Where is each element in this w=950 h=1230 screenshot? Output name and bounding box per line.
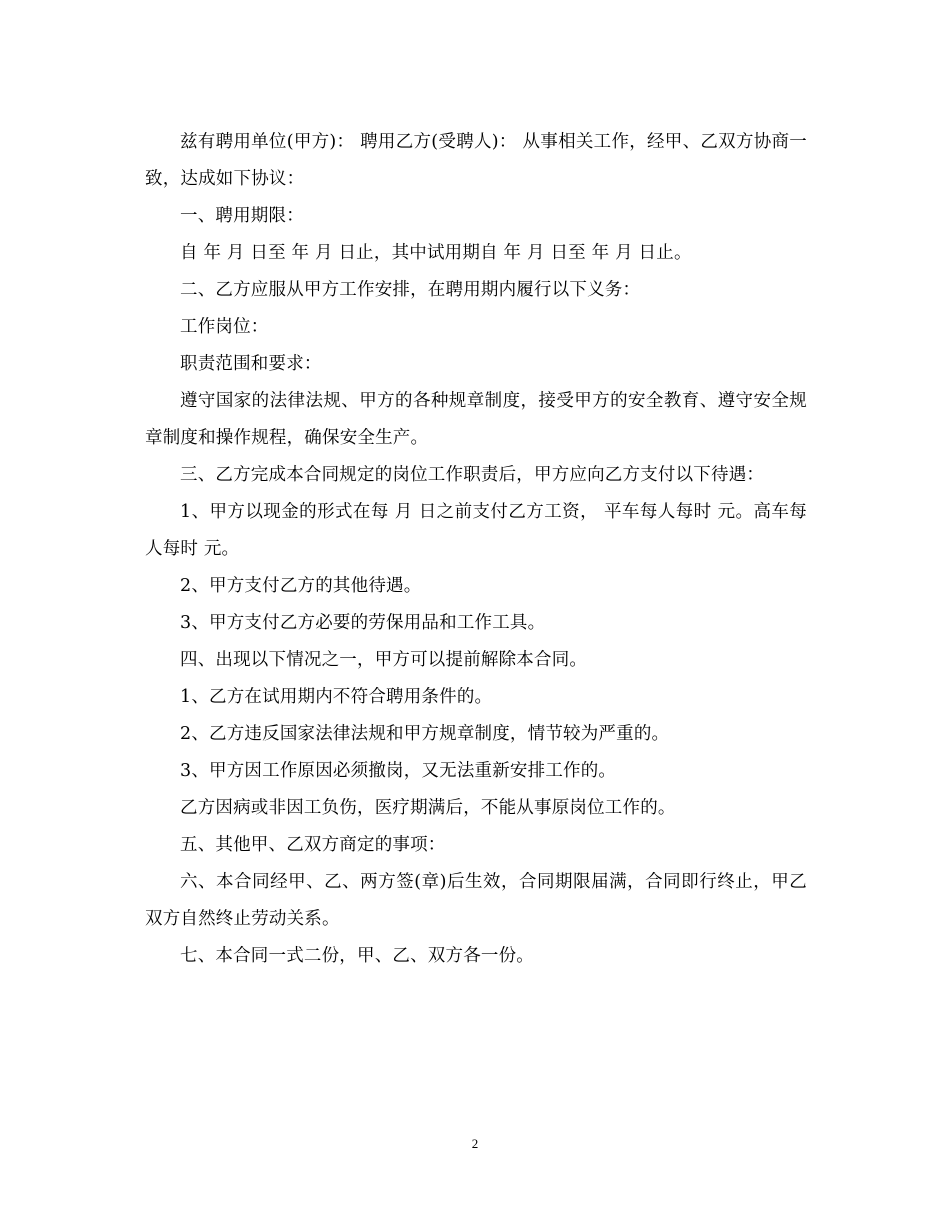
paragraph-section-4-heading: 四、出现以下情况之一，甲方可以提前解除本合同。 <box>180 650 588 670</box>
paragraph-termination-2: 2、乙方违反国家法律法规和甲方规章制度，情节较为严重的。 <box>180 724 670 744</box>
paragraph-salary: 1、甲方以现金的形式在每 月 日之前支付乙方工资， 平车每人每时 元。高车每人每时 元。 <box>145 502 807 559</box>
paragraph-section-2-heading: 二、乙方应服从甲方工作安排，在聘用期内履行以下义务： <box>180 280 641 300</box>
paragraph-duties: 职责范围和要求： <box>180 354 322 374</box>
paragraph-section-3-heading: 三、乙方完成本合同规定的岗位工作职责后，甲方应向乙方支付以下待遇： <box>180 465 765 485</box>
paragraph-term-dates: 自 年 月 日至 年 月 日止，其中试用期自 年 月 日至 年 月 日止。 <box>180 243 692 263</box>
paragraph-safety-compliance: 遵守国家的法律法规、甲方的各种规章制度，接受甲方的安全教育、遵守安全规章制度和操作规程，确保安全生产。 <box>145 391 807 448</box>
paragraph-other-benefits: 2、甲方支付乙方的其他待遇。 <box>180 576 422 596</box>
page-number: 2 <box>471 1136 479 1151</box>
paragraph-termination-illness: 乙方因病或非因工负伤，医疗期满后，不能从事原岗位工作的。 <box>180 798 676 818</box>
paragraph-intro: 兹有聘用单位(甲方)： 聘用乙方(受聘人)： 从事相关工作，经甲、乙双方协商一致，达成如下协议： <box>145 132 807 189</box>
paragraph-job-position: 工作岗位： <box>180 317 269 337</box>
paragraph-section-5-heading: 五、其他甲、乙双方商定的事项： <box>180 835 446 855</box>
document-body <box>145 124 807 975</box>
paragraph-termination-3: 3、甲方因工作原因必须撤岗，又无法重新安排工作的。 <box>180 761 617 781</box>
paragraph-termination-1: 1、乙方在试用期内不符合聘用条件的。 <box>180 687 493 707</box>
paragraph-equipment: 3、甲方支付乙方必要的劳保用品和工作工具。 <box>180 613 546 633</box>
paragraph-section-1-heading: 一、聘用期限： <box>180 206 304 226</box>
paragraph-section-7: 七、本合同一式二份，甲、乙、双方各一份。 <box>180 946 534 966</box>
paragraph-section-6: 六、本合同经甲、乙、两方签(章)后生效，合同期限届满，合同即行终止，甲乙双方自然终止劳动关系。 <box>145 872 807 929</box>
